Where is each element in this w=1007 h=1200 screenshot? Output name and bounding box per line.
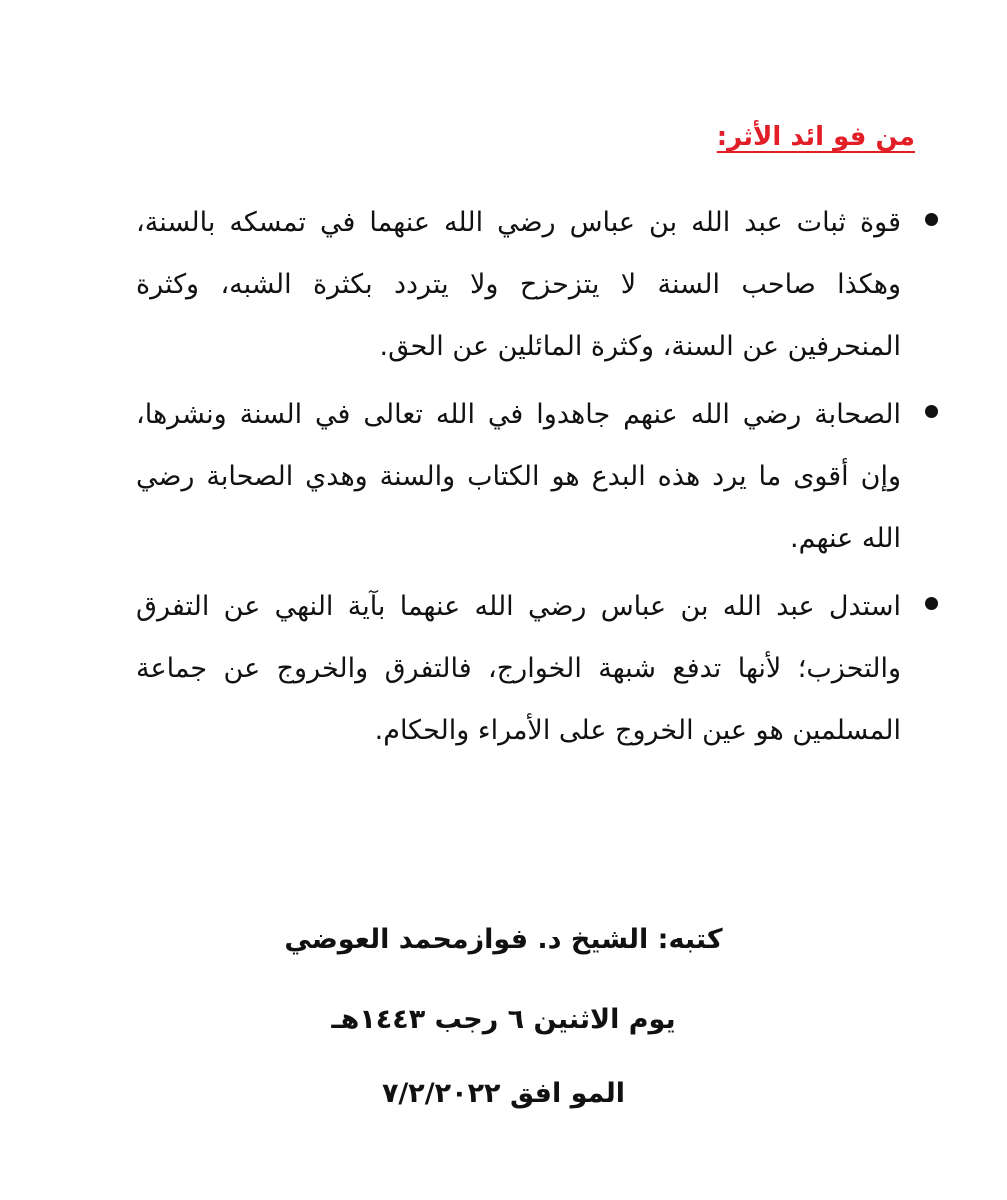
benefit-item [136,576,901,762]
bullet-icon [925,405,938,418]
benefit-text: استدل عبد الله بن عباس رضي الله عنهما بآية النهي عن التفرق والتحزب؛ لأنها تدفع شبهة الخوارج، فالتفرق والخروج عن جماعة المسلمين هو عين الخروج على الأمراء والحكام. [136,591,901,746]
benefit-item [136,384,901,570]
section-heading: من فو ائد الأثر: [716,122,915,152]
author-line: كتبه: الشيخ د. فوازمحمد العوضي [284,924,723,955]
benefit-text: الصحابة رضي الله عنهم جاهدوا في الله تعالى في السنة ونشرها، وإن أقوى ما يرد هذه البدع هو الكتاب والسنة وهدي الصحابة رضي الله عنهم. [136,399,901,554]
benefits-list [136,192,901,768]
bullet-icon [925,597,938,610]
bullet-icon [925,213,938,226]
benefit-text: قوة ثبات عبد الله بن عباس رضي الله عنهما في تمسكه بالسنة، وهكذا صاحب السنة لا يتزحزح ولا يتردد بكثرة الشبه، وكثرة المنحرفين عن السنة، وكثرة المائلين عن الحق. [136,207,901,362]
benefit-item [136,192,901,378]
hijri-date: يوم الاثنين ٦ رجب ١٤٤٣هـ [331,1004,676,1035]
gregorian-date: المو افق ٧/٢/٢٠٢٢ [381,1078,626,1109]
